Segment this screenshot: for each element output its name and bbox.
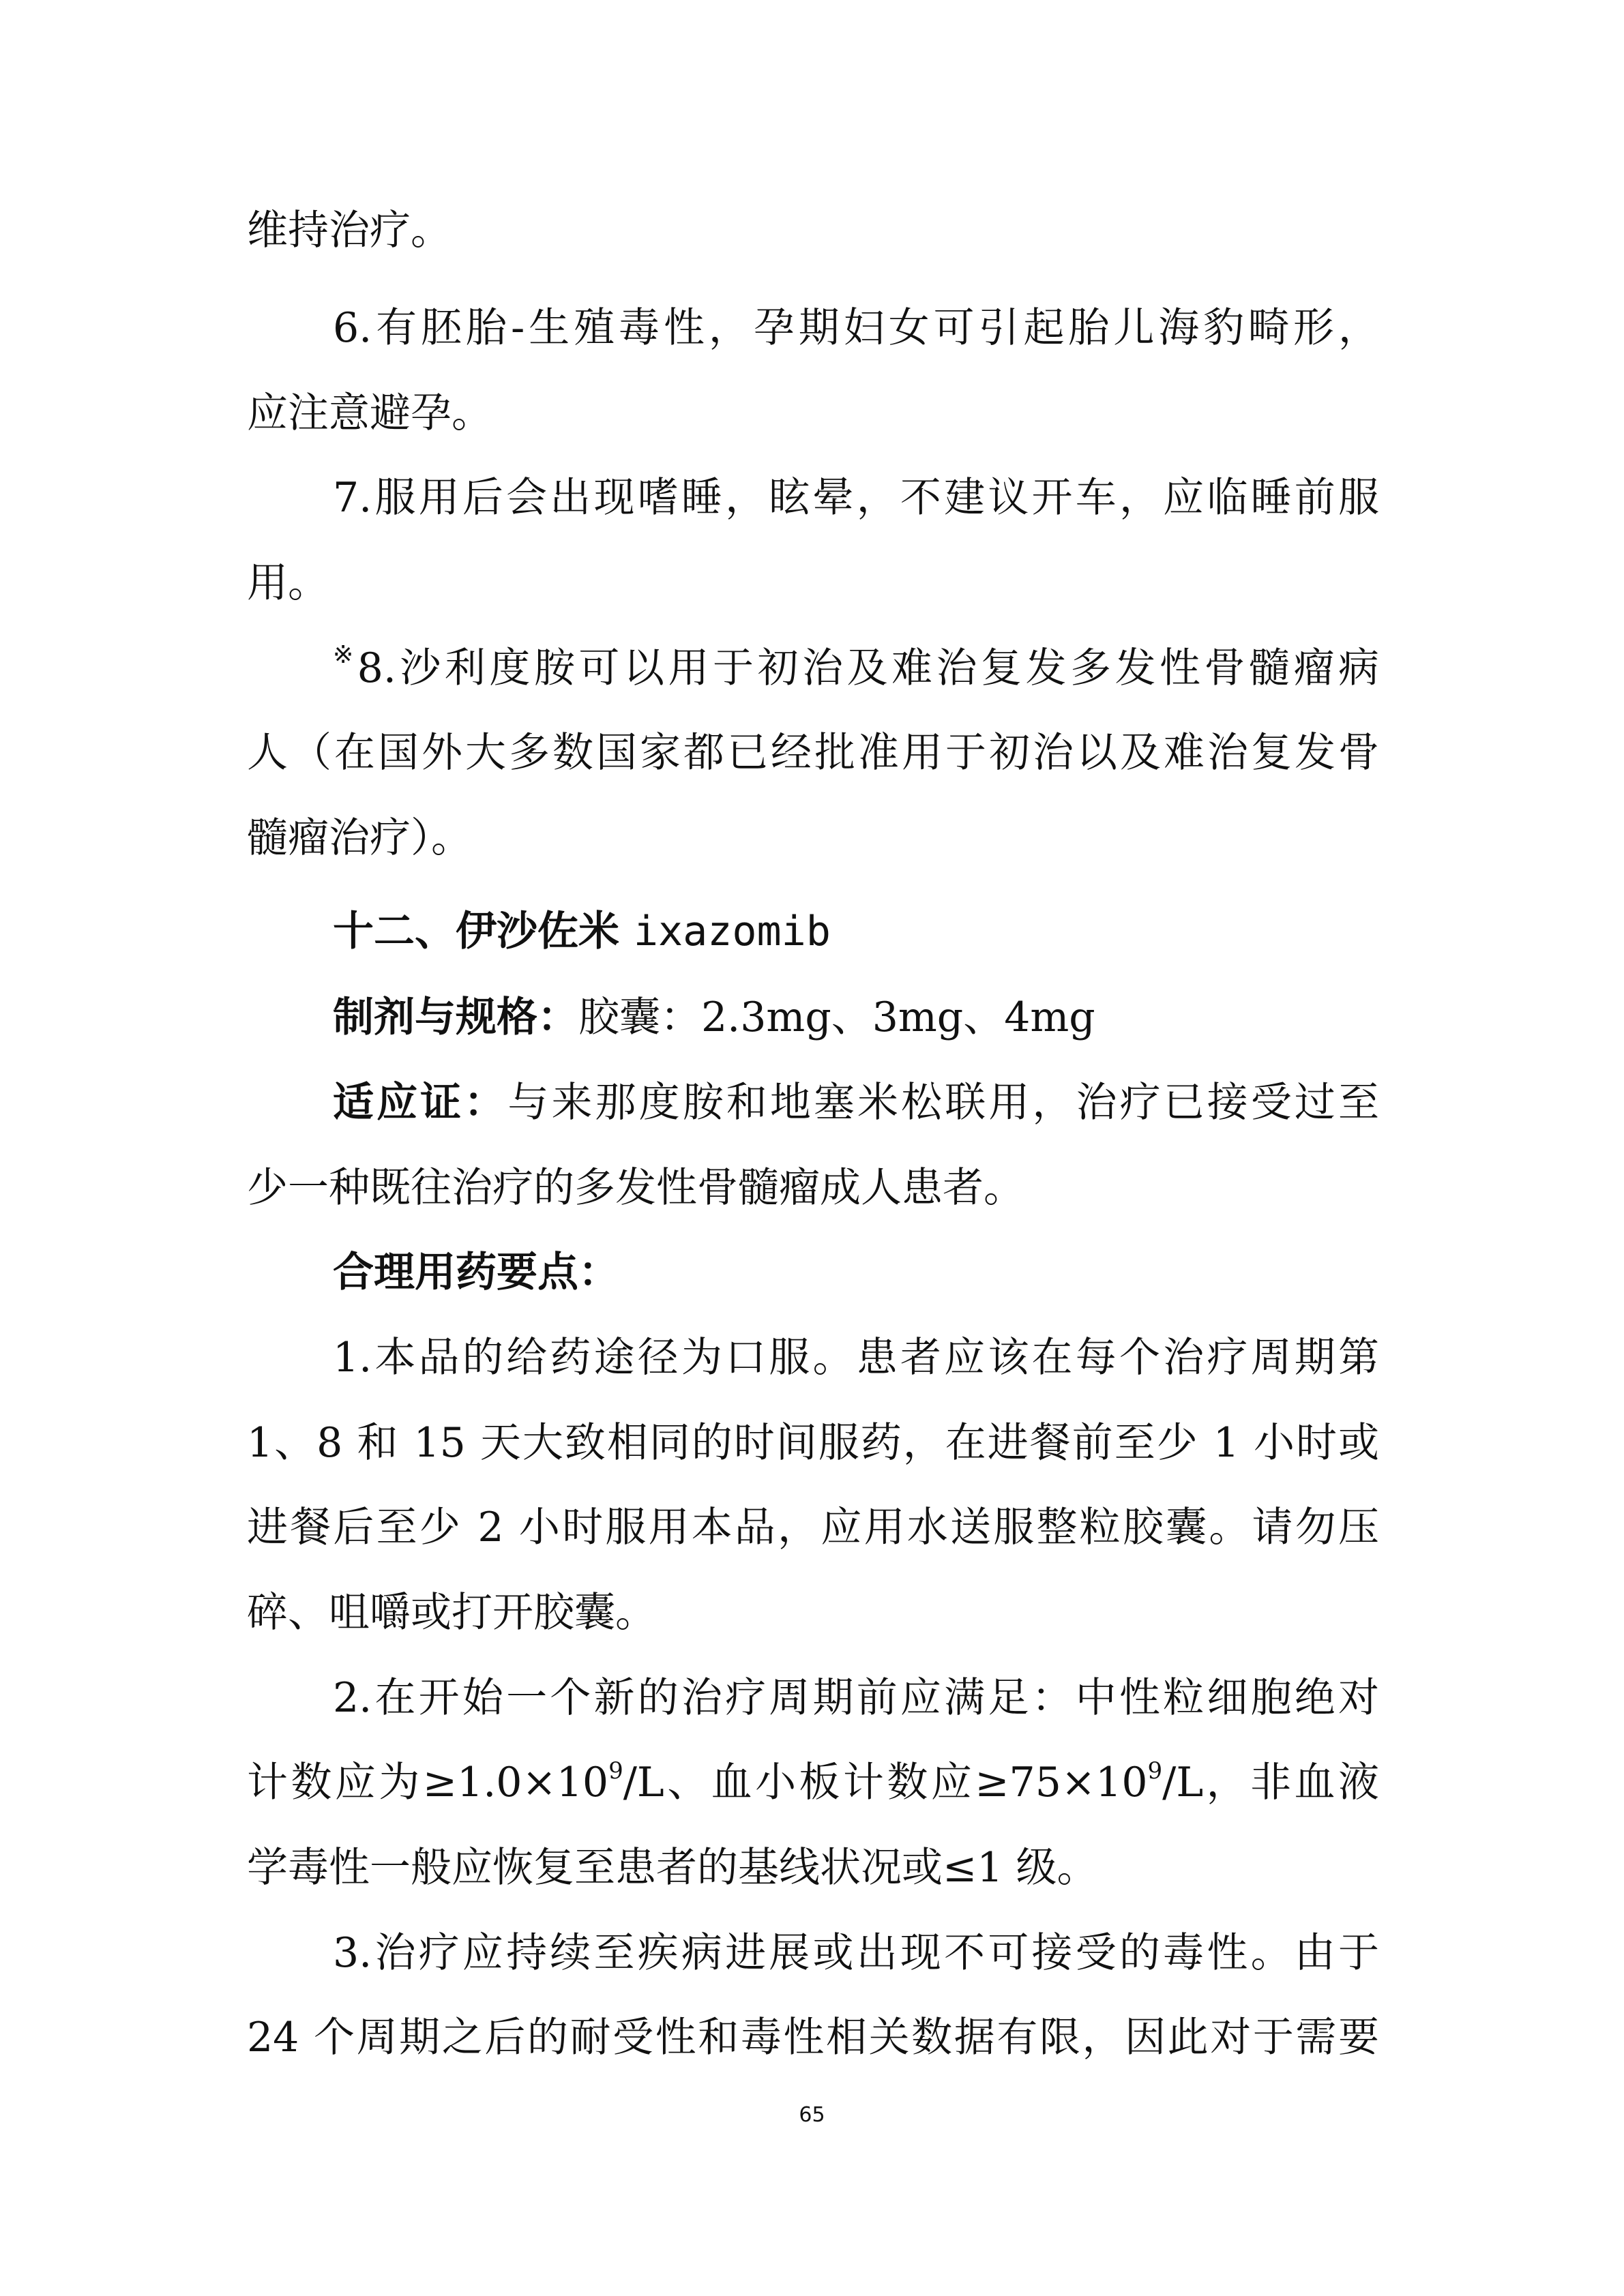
paragraph-line: 7.服用后会出现嗜睡，眩晕，不建议开车，应临睡前服 — [333, 474, 1379, 522]
exponent: 9 — [1147, 1757, 1163, 1785]
indication-label: 适应证： — [333, 1079, 508, 1127]
paragraph-line — [333, 641, 1379, 696]
point-line: 24 个周期之后的耐受性和毒性相关数据有限，因此对于需要 — [247, 2014, 1379, 2061]
section-heading — [333, 904, 1379, 959]
formulation-text: 胶囊：2.3mg、3mg、4mg — [578, 994, 1095, 1041]
page-number: 65 — [799, 2103, 825, 2127]
point-line: 1.本品的给药途径为口服。患者应该在每个治疗周期第 — [333, 1334, 1379, 1382]
point-line — [247, 1755, 1379, 1810]
paragraph-line: 人（在国外大多数国家都已经批准用于初治以及难治复发骨 — [247, 729, 1379, 777]
paragraph-line: 6.有胚胎-生殖毒性，孕期妇女可引起胎儿海豹畸形， — [333, 304, 1379, 352]
paragraph-text: 8.沙利度胺可以用于初治及难治复发多发性骨髓瘤病 — [357, 644, 1379, 692]
indication-line: 少一种既往治疗的多发性骨髓瘤成人患者。 — [247, 1164, 1024, 1212]
point-line: 学毒性一般应恢复至患者的基线状况或≤1 级。 — [247, 1844, 1098, 1892]
paragraph-line: 用。 — [247, 559, 329, 607]
paragraph-line: 髓瘤治疗）。 — [247, 814, 472, 862]
point-line: 2.在开始一个新的治疗周期前应满足：中性粒细胞绝对 — [333, 1674, 1379, 1722]
section-number: 十二、伊沙佐米 — [333, 908, 619, 955]
point-text: /L、血小板计数应≥75×10 — [623, 1759, 1148, 1806]
key-points-heading: 合理用药要点： — [333, 1249, 619, 1296]
note-mark: ※ — [333, 641, 357, 669]
paragraph-line: 维持治疗。 — [247, 207, 452, 254]
formulation-line — [333, 990, 1379, 1045]
point-text: 计数应为≥1.0×10 — [247, 1759, 609, 1806]
section-latin-name: ixazomib — [633, 908, 831, 955]
point-line: 3.治疗应持续至疾病进展或出现不可接受的毒性。由于 — [333, 1929, 1379, 1977]
point-text: /L，非血液 — [1162, 1759, 1379, 1806]
formulation-label: 制剂与规格： — [333, 994, 578, 1041]
point-line: 进餐后至少 2 小时服用本品，应用水送服整粒胶囊。请勿压 — [247, 1504, 1379, 1551]
point-line: 碎、咀嚼或打开胶囊。 — [247, 1589, 656, 1637]
indication-line — [333, 1075, 1379, 1130]
point-line: 1、8 和 15 天大致相同的时间服药，在进餐前至少 1 小时或 — [247, 1419, 1379, 1467]
paragraph-line: 应注意避孕。 — [247, 389, 492, 437]
indication-text: 与来那度胺和地塞米松联用，治疗已接受过至 — [507, 1079, 1380, 1127]
exponent: 9 — [608, 1757, 623, 1785]
